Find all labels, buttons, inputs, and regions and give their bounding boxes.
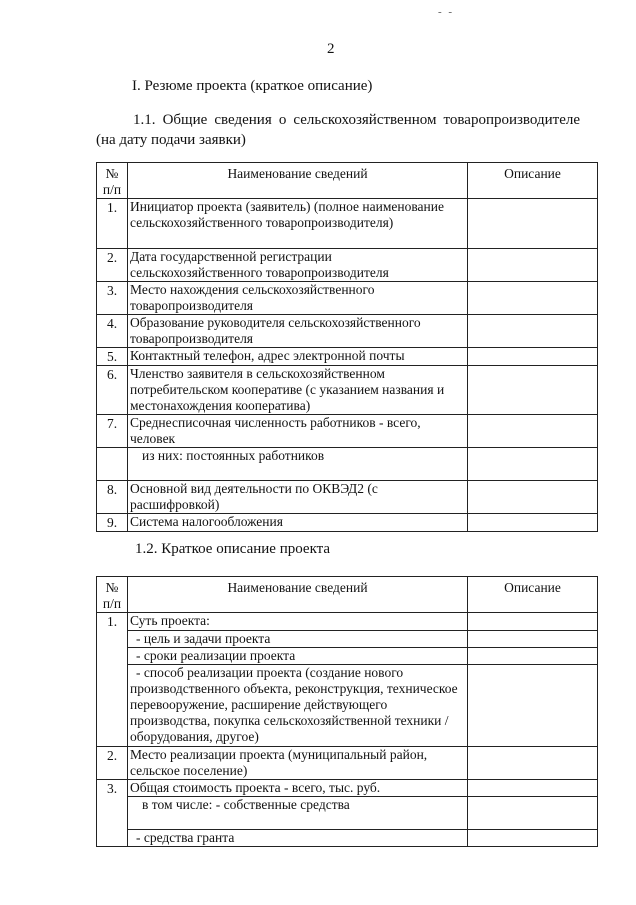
row-desc[interactable] — [468, 647, 598, 664]
table-row — [97, 664, 598, 746]
table-row — [97, 448, 598, 481]
row-desc[interactable] — [468, 797, 598, 830]
row-name-text: в том числе: - собственные средства — [142, 797, 350, 812]
table-row — [97, 199, 598, 249]
row-name: Основной вид деятельности по ОКВЭД2 (с расшифровкой) — [128, 481, 468, 514]
row-num: 3. — [97, 282, 128, 315]
row-num: 2. — [97, 746, 128, 779]
row-num: 1. — [97, 199, 128, 249]
row-name: Система налогообложения — [128, 514, 468, 532]
row-num: 8. — [97, 481, 128, 514]
header-desc: Описание — [468, 577, 598, 613]
header-desc: Описание — [468, 163, 598, 199]
table-row — [97, 613, 598, 631]
row-desc[interactable] — [468, 746, 598, 779]
table-row — [97, 830, 598, 847]
table-row — [97, 779, 598, 797]
row-num: 2. — [97, 249, 128, 282]
header-num: № п/п — [97, 163, 128, 199]
table-header-row — [97, 163, 598, 199]
row-num — [97, 830, 128, 847]
row-num — [97, 647, 128, 664]
table-row — [97, 630, 598, 647]
row-desc[interactable] — [468, 664, 598, 746]
row-name — [128, 647, 468, 664]
header-name: Наименование сведений — [128, 577, 468, 613]
row-desc[interactable] — [468, 315, 598, 348]
row-desc[interactable] — [468, 481, 598, 514]
row-name: Суть проекта: — [128, 613, 468, 631]
table-row — [97, 797, 598, 830]
row-name — [128, 797, 468, 830]
table-row — [97, 282, 598, 315]
row-name: Место нахождения сельскохозяйственного товаропроизводителя — [128, 282, 468, 315]
page-number: 2 — [327, 41, 335, 57]
row-desc[interactable] — [468, 282, 598, 315]
table-row — [97, 415, 598, 448]
subsection-title-line2: (на дату подачи заявки) — [96, 132, 246, 148]
row-name-text: из них: постоянных работников — [142, 448, 325, 463]
row-num: 1. — [97, 613, 128, 631]
general-info-table — [96, 162, 598, 532]
row-num: 3. — [97, 779, 128, 797]
row-desc[interactable] — [468, 514, 598, 532]
table-row — [97, 366, 598, 415]
row-desc[interactable] — [468, 830, 598, 847]
row-num — [97, 448, 128, 481]
table-row — [97, 481, 598, 514]
row-name: Среднесписочная численность работников - всего, человек — [128, 415, 468, 448]
row-num: 9. — [97, 514, 128, 532]
row-desc[interactable] — [468, 199, 598, 249]
row-name — [128, 830, 468, 847]
subsection-title-line1: 1.1. Общие сведения о сельскохозяйственном товаропроизводителе — [133, 112, 580, 128]
row-name: Место реализации проекта (муниципальный район, сельское поселение) — [128, 746, 468, 779]
row-desc[interactable] — [468, 613, 598, 631]
row-name-text: - цель и задачи проекта — [136, 630, 271, 646]
row-name: Инициатор проекта (заявитель) (полное наименование сельскохозяйственного товаропроизводителя) — [128, 199, 468, 249]
row-name: Общая стоимость проекта - всего, тыс. руб. — [128, 779, 468, 797]
row-desc[interactable] — [468, 249, 598, 282]
header-num: № п/п — [97, 577, 128, 613]
row-desc[interactable] — [468, 448, 598, 481]
scan-mark: - - — [438, 6, 455, 18]
header-name: Наименование сведений — [128, 163, 468, 199]
row-desc[interactable] — [468, 348, 598, 366]
row-name — [128, 448, 468, 481]
table-row — [97, 746, 598, 779]
row-num — [97, 630, 128, 647]
row-desc[interactable] — [468, 630, 598, 647]
table-row — [97, 315, 598, 348]
row-name: Образование руководителя сельскохозяйственного товаропроизводителя — [128, 315, 468, 348]
row-name: Дата государственной регистрации сельскохозяйственного товаропроизводителя — [128, 249, 468, 282]
table-row — [97, 647, 598, 664]
row-num: 5. — [97, 348, 128, 366]
row-desc[interactable] — [468, 415, 598, 448]
table-row — [97, 514, 598, 532]
row-name-text: - сроки реализации проекта — [136, 647, 296, 663]
table-row — [97, 249, 598, 282]
table-header-row — [97, 577, 598, 613]
row-num: 4. — [97, 315, 128, 348]
row-name: Членство заявителя в сельскохозяйственном потребительском кооперативе (с указанием названия и местонахождения кооператива) — [128, 366, 468, 415]
table-row — [97, 348, 598, 366]
project-description-table — [96, 576, 598, 847]
row-desc[interactable] — [468, 779, 598, 797]
section-title: I. Резюме проекта (краткое описание) — [132, 78, 373, 94]
row-name — [128, 630, 468, 647]
row-name-text: - средства гранта — [136, 830, 235, 845]
row-num: 6. — [97, 366, 128, 415]
row-num — [97, 664, 128, 746]
row-name: Контактный телефон, адрес электронной почты — [128, 348, 468, 366]
row-num: 7. — [97, 415, 128, 448]
row-num — [97, 797, 128, 830]
row-name: - способ реализации проекта (создание нового производственного объекта, реконструкция, техническое перевооружение, расширение действующего производства, покупка сельскохозяйственной техники / оборудования, другое) — [128, 664, 468, 746]
row-desc[interactable] — [468, 366, 598, 415]
subsection-title-1-2: 1.2. Краткое описание проекта — [135, 541, 331, 557]
subsection-title-1-1 — [96, 110, 580, 150]
